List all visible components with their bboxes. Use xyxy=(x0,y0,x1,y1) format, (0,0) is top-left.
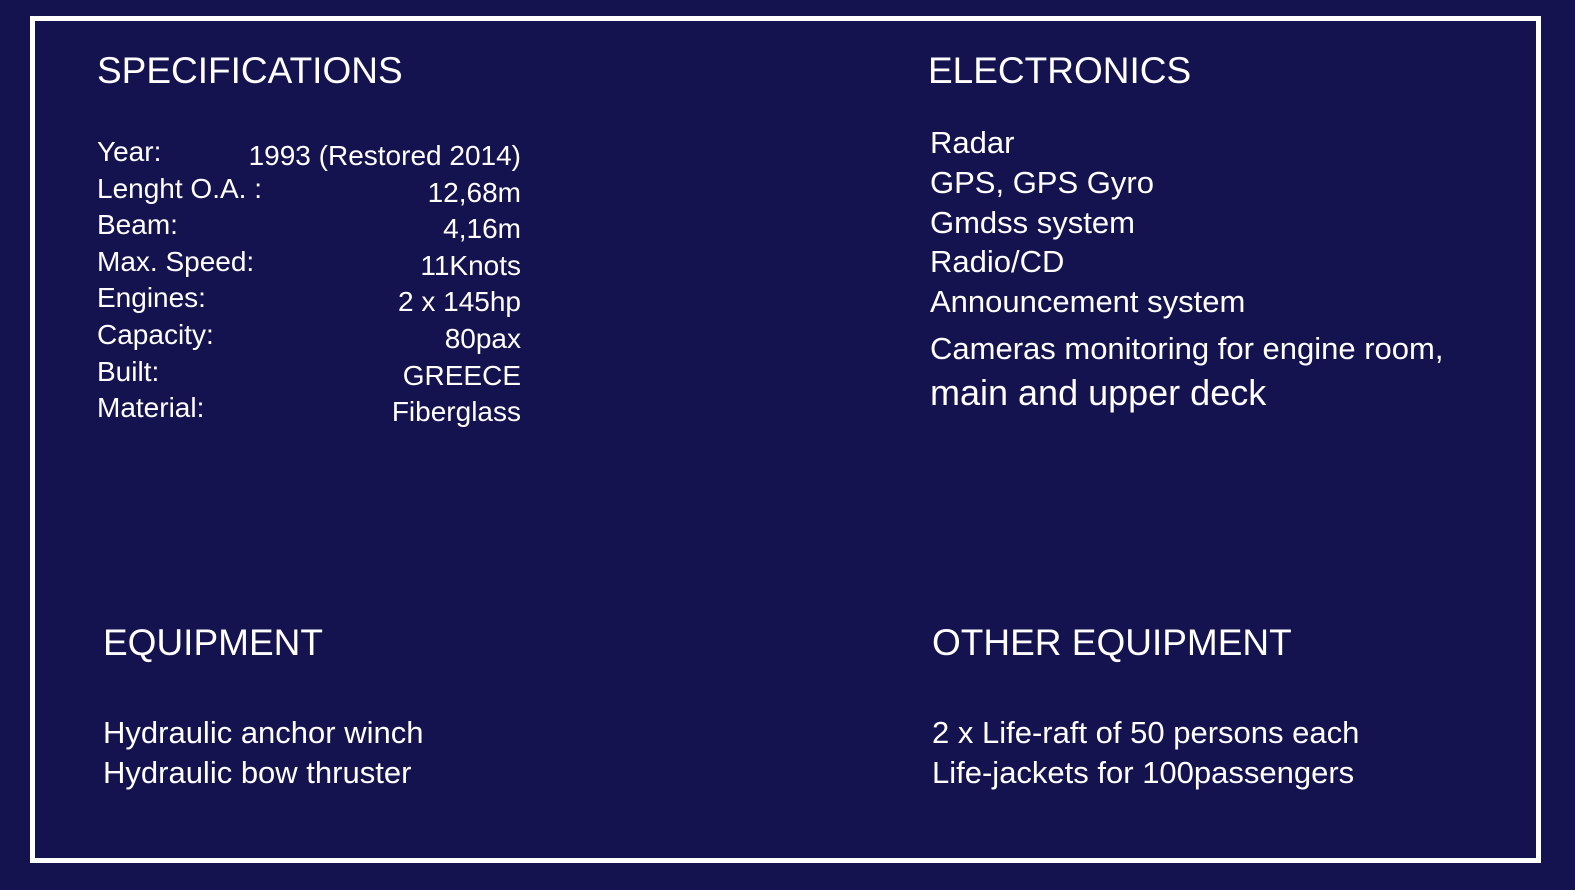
spec-label: Year: xyxy=(97,136,162,167)
list-item: Gmdss system xyxy=(930,205,1135,240)
list-item: Cameras monitoring for engine room, xyxy=(930,331,1444,366)
spec-label: Lenght O.A. : xyxy=(97,172,262,204)
spec-value: GREECE xyxy=(402,359,521,391)
spec-value: 2 x 145hp xyxy=(398,286,521,318)
spec-label: Beam: xyxy=(97,209,178,241)
equipment-heading: EQUIPMENT xyxy=(103,622,323,663)
list-item: Radio/CD xyxy=(930,244,1065,279)
list-item: Radar xyxy=(930,125,1015,160)
specifications-heading: SPECIFICATIONS xyxy=(97,50,403,91)
spec-label: Material: xyxy=(97,392,205,424)
list-item: Hydraulic bow thruster xyxy=(103,755,412,790)
spec-row-max-speed xyxy=(97,245,521,285)
spec-label: Engines: xyxy=(97,282,206,314)
spec-row-beam xyxy=(97,211,521,248)
spec-row-built xyxy=(97,355,521,395)
spec-row-year xyxy=(97,138,521,175)
list-item: Life-jackets for 100passengers xyxy=(932,755,1355,790)
spec-value: 11Knots xyxy=(420,249,521,281)
specifications-table xyxy=(97,138,521,431)
spec-label: Built: xyxy=(97,355,160,387)
spec-row-material xyxy=(97,394,521,431)
spec-value: 12,68m xyxy=(427,176,521,208)
spec-row-length xyxy=(97,172,521,212)
spec-label: Capacity: xyxy=(97,318,214,350)
list-item: GPS, GPS Gyro xyxy=(930,165,1154,200)
spec-row-capacity xyxy=(97,318,521,358)
spec-row-engines xyxy=(97,284,521,321)
list-item: 2 x Life-raft of 50 persons each xyxy=(932,715,1360,750)
spec-value: 4,16m xyxy=(443,213,521,245)
spec-label: Max. Speed: xyxy=(97,245,255,277)
spec-value: 80pax xyxy=(444,322,521,354)
list-item: Announcement system xyxy=(930,284,1246,319)
list-item: main and upper deck xyxy=(930,372,1267,413)
other-equipment-heading: OTHER EQUIPMENT xyxy=(932,622,1292,663)
spec-value: Fiberglass xyxy=(391,396,521,428)
list-item: Hydraulic anchor winch xyxy=(103,715,424,750)
spec-value: 1993 (Restored 2014) xyxy=(248,140,521,171)
electronics-heading: ELECTRONICS xyxy=(928,50,1192,91)
